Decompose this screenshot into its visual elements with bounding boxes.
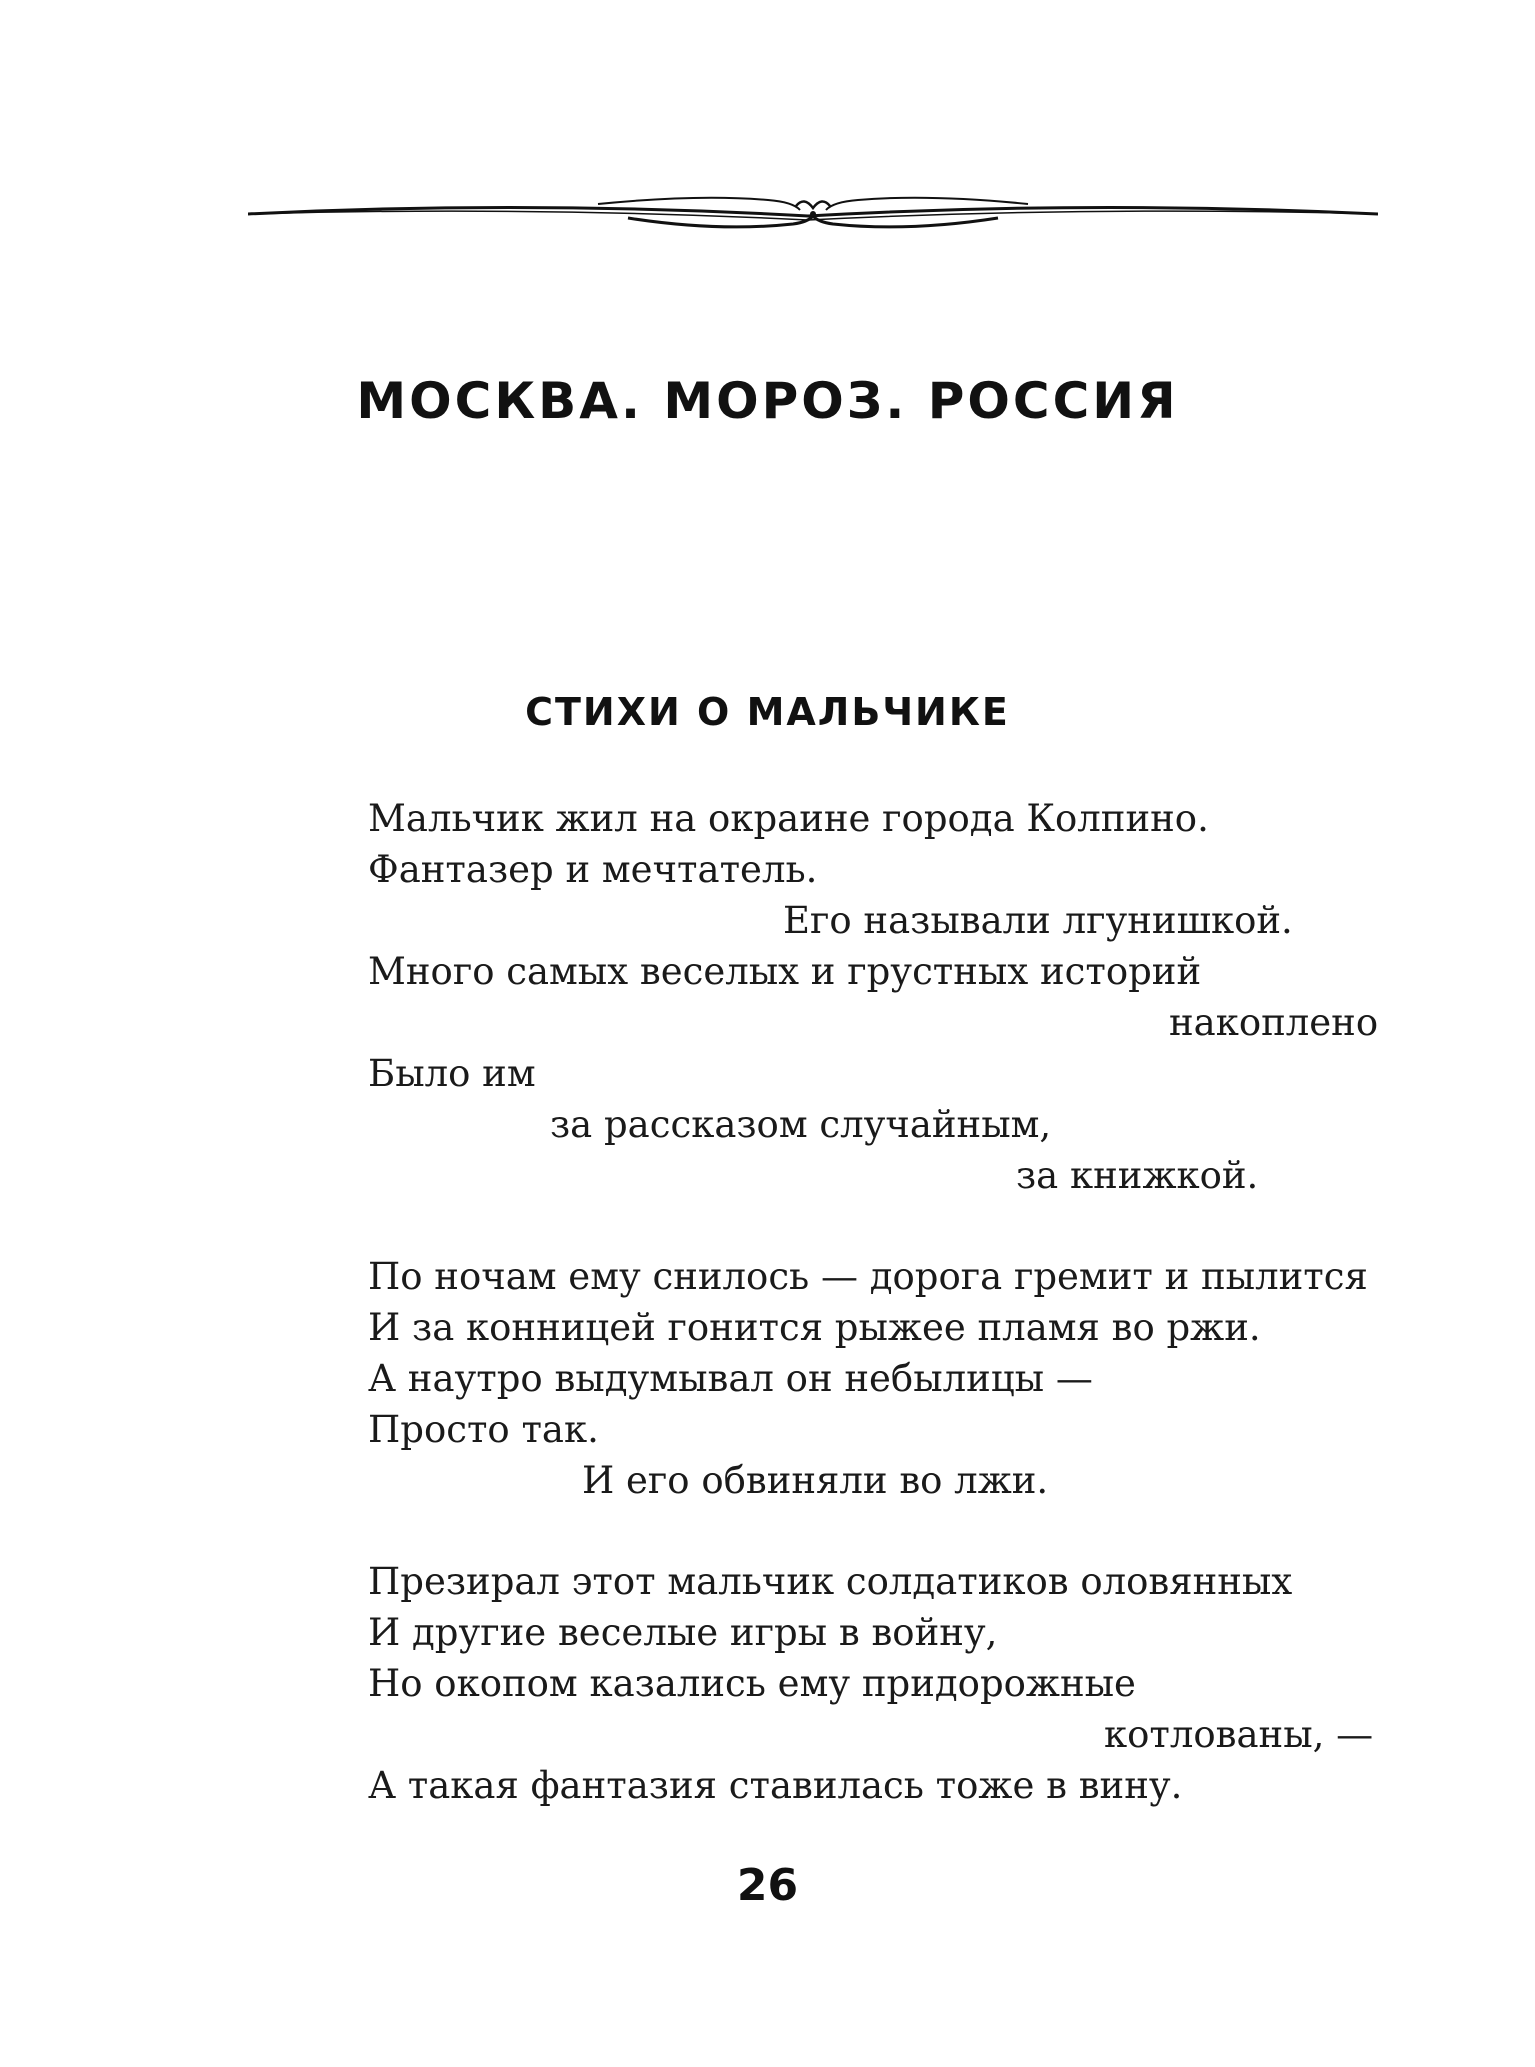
poem-line: накоплено <box>1169 1001 1379 1044</box>
ornament-divider <box>248 186 1378 246</box>
poem-line: И другие веселые игры в войну, <box>368 1611 998 1654</box>
poem-line: Мальчик жил на окраине города Колпино. <box>368 797 1209 840</box>
poem-line: Его называли лгунишкой. <box>783 899 1293 942</box>
poem-line: А такая фантазия ставилась тоже в вину. <box>368 1764 1183 1807</box>
section-title: МОСКВА. МОРОЗ. РОССИЯ <box>356 372 1179 430</box>
poem-title: СТИХИ О МАЛЬЧИКЕ <box>525 690 1010 734</box>
poem-line: Фантазер и мечтатель. <box>368 848 818 891</box>
poem-line: По ночам ему снилось — дорога гремит и пылится <box>368 1255 1368 1298</box>
page-number: 26 <box>736 1860 799 1911</box>
poem-line: Просто так. <box>368 1408 599 1451</box>
poem-line: Презирал этот мальчик солдатиков оловянных <box>368 1560 1293 1603</box>
poem-line: А наутро выдумывал он небылицы — <box>368 1357 1093 1400</box>
poem-line: Было им <box>368 1052 536 1095</box>
poem-line: Много самых веселых и грустных историй <box>368 950 1202 993</box>
poem-line: котлованы, — <box>1104 1713 1374 1756</box>
poem-line: Но окопом казались ему придорожные <box>368 1662 1136 1705</box>
poem-line: И за конницей гонится рыжее пламя во ржи. <box>368 1306 1261 1349</box>
poem-line: за книжкой. <box>1016 1154 1259 1197</box>
poem-line: за рассказом случайным, <box>550 1103 1052 1146</box>
poem-line: И его обвиняли во лжи. <box>582 1459 1049 1502</box>
